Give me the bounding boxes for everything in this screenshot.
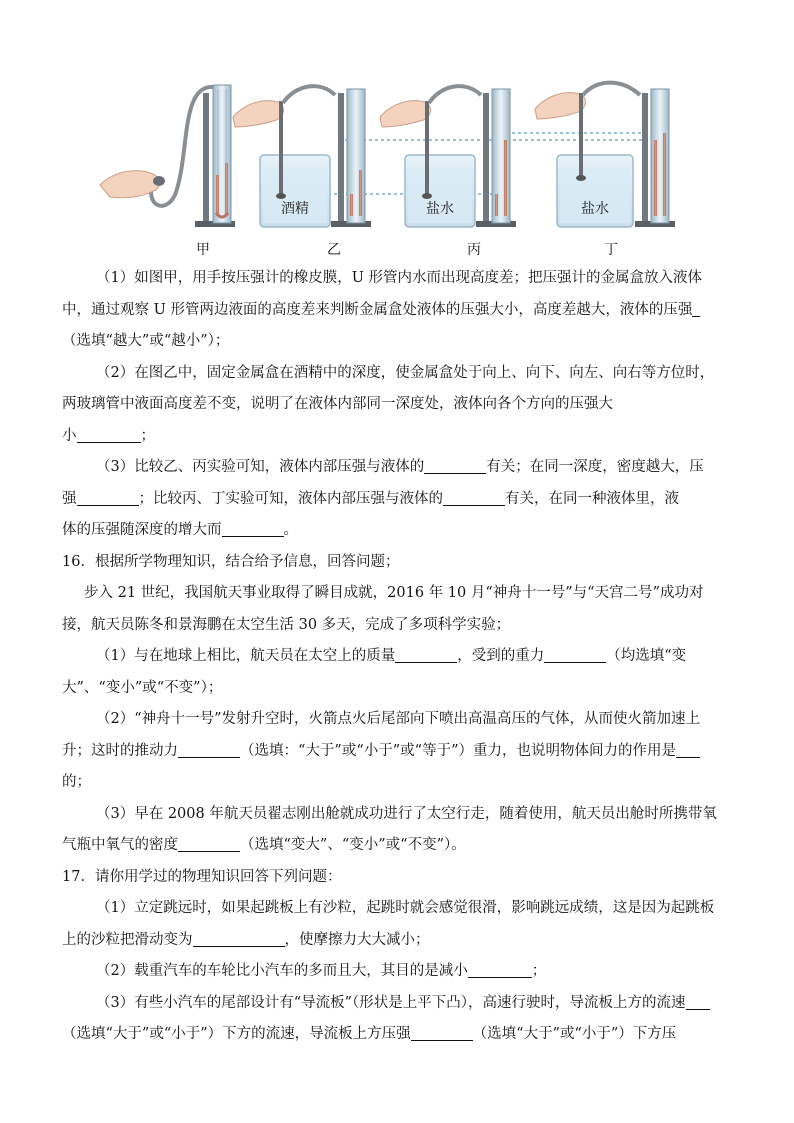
pressure-gauge-figure xyxy=(95,75,725,265)
answer-blank xyxy=(77,489,139,506)
document-body xyxy=(62,263,732,1051)
liquid-label-ding: 盐水 xyxy=(581,201,609,217)
answer-blank xyxy=(178,741,240,758)
answer-blank xyxy=(222,520,284,537)
answer-blank xyxy=(178,835,240,852)
answer-blank xyxy=(686,993,710,1010)
figure-label-yi: 乙 xyxy=(327,242,341,258)
answer-blank xyxy=(411,1024,473,1041)
q16-title: 16．根据所学物理知识，结合给予信息，回答问题； xyxy=(62,553,400,570)
q15-part2-line1: （2）在图乙中，固定金属盒在酒精中的深度，使金属盒处于向上、向下、向左、向右等方位时， xyxy=(96,364,715,381)
answer-blank xyxy=(544,646,606,663)
q15-part1-line2: 中，通过观察 U 形管两边液面的高度差来判断金属盒处液体的压强大小，高度差越大，液体的压强 xyxy=(62,295,732,327)
q15-part3-line2: 强 ；比较丙、丁实验可知，液体内部压强与液体的 有关，在同一种液体里，液 xyxy=(62,490,679,507)
answer-blank xyxy=(395,646,457,663)
q17-part3-line2: （选填“大于”或“小于”）下方的流速，导流板上方压强 （选填“大于”或“小于”）下方压 xyxy=(62,1026,677,1042)
answer-blank xyxy=(77,426,141,443)
q16-part2-line3: 的； xyxy=(62,774,91,790)
q17-title: 17．请你用学过的物理知识回答下列问题： xyxy=(62,868,342,885)
figure-label-jia: 甲 xyxy=(196,242,210,258)
answer-blank xyxy=(193,930,285,947)
liquid-label-yi: 酒精 xyxy=(281,201,309,217)
answer-blank xyxy=(424,457,486,474)
q16-part1-line2: 大”、“变小”或“不变”）； xyxy=(62,679,223,696)
q15-part1-line1: （1）如图甲，用手按压强计的橡皮膜，U 形管内水而出现高度差；把压强计的金属盒放入液体 xyxy=(96,270,703,286)
answer-blank xyxy=(443,489,505,506)
q17-part3-line1: （3）有些小汽车的尾部设计有“导流板”（形状是上平下凸），高速行驶时，导流板上方的流速 xyxy=(62,988,732,1020)
q15-part3-line1: （3）比较乙、丙实验可知，液体内部压强与液体的 有关；在同一深度，密度越大，压 xyxy=(96,459,704,475)
q15-part2-line3: 小 ； xyxy=(62,427,155,444)
figure-label-ding: 丁 xyxy=(604,242,618,258)
q16-part2-line2: 升；这时的推动力 （选填：“大于”或“小于”或“等于”）重力，也说明物体间力的作用是 xyxy=(62,736,732,768)
q15-part1-line3: （选填“越大”或“越小”）； xyxy=(62,333,230,349)
answer-blank xyxy=(676,741,700,758)
q15-part3-line3: 体的压强随深度的增大而 。 xyxy=(62,522,298,538)
q17-part1-line1: （1）立定跳远时，如果起跳板上有沙粒，起跳时就会感觉很滑，影响跳远成绩，这是因为起跳板 xyxy=(96,900,715,916)
q15-part2-line2: 两玻璃管中液面高度差不变，说明了在液体内部同一深度处，液体向各个方向的压强大 xyxy=(62,396,613,412)
setup-jia xyxy=(100,85,235,227)
q16-part3-line2: 气瓶中氧气的密度 （选填“变大”、“变小”或“不变”）。 xyxy=(62,837,466,853)
q16-part3-line1: （3）早在 2008 年航天员翟志刚出舱就成功进行了太空行走，随着使用，航天员出舱时所携带氧 xyxy=(96,805,717,822)
q16-part2-line1: （2）“神舟十一号”发射升空时，火箭点火后尾部向下喷出高温高压的气体，从而使火箭加速上 xyxy=(96,711,701,727)
q16-part1-line1: （1）与在地球上相比，航天员在太空上的质量 ，受到的重力 （均选填“变 xyxy=(96,648,687,664)
answer-blank xyxy=(692,300,700,317)
q16-intro-line2: 接，航天员陈冬和景海鹏在太空生活 30 多天，完成了多项科学实验； xyxy=(62,616,511,633)
answer-blank xyxy=(468,961,532,978)
liquid-label-bing: 盐水 xyxy=(426,201,454,217)
q16-intro-line1: 步入 21 世纪，我国航天事业取得了瞬目成就，2016 年 10 月“神舟十一号”与“天宫二号”成功对 xyxy=(84,585,704,601)
q17-part2-line1: （2）载重汽车的车轮比小汽车的多而且大，其目的是减小 ； xyxy=(96,963,547,979)
figure-label-bing: 丙 xyxy=(467,242,481,258)
q17-part1-line2: 上的沙粒把滑动变为 ，使摩擦力大大减小； xyxy=(62,931,430,948)
